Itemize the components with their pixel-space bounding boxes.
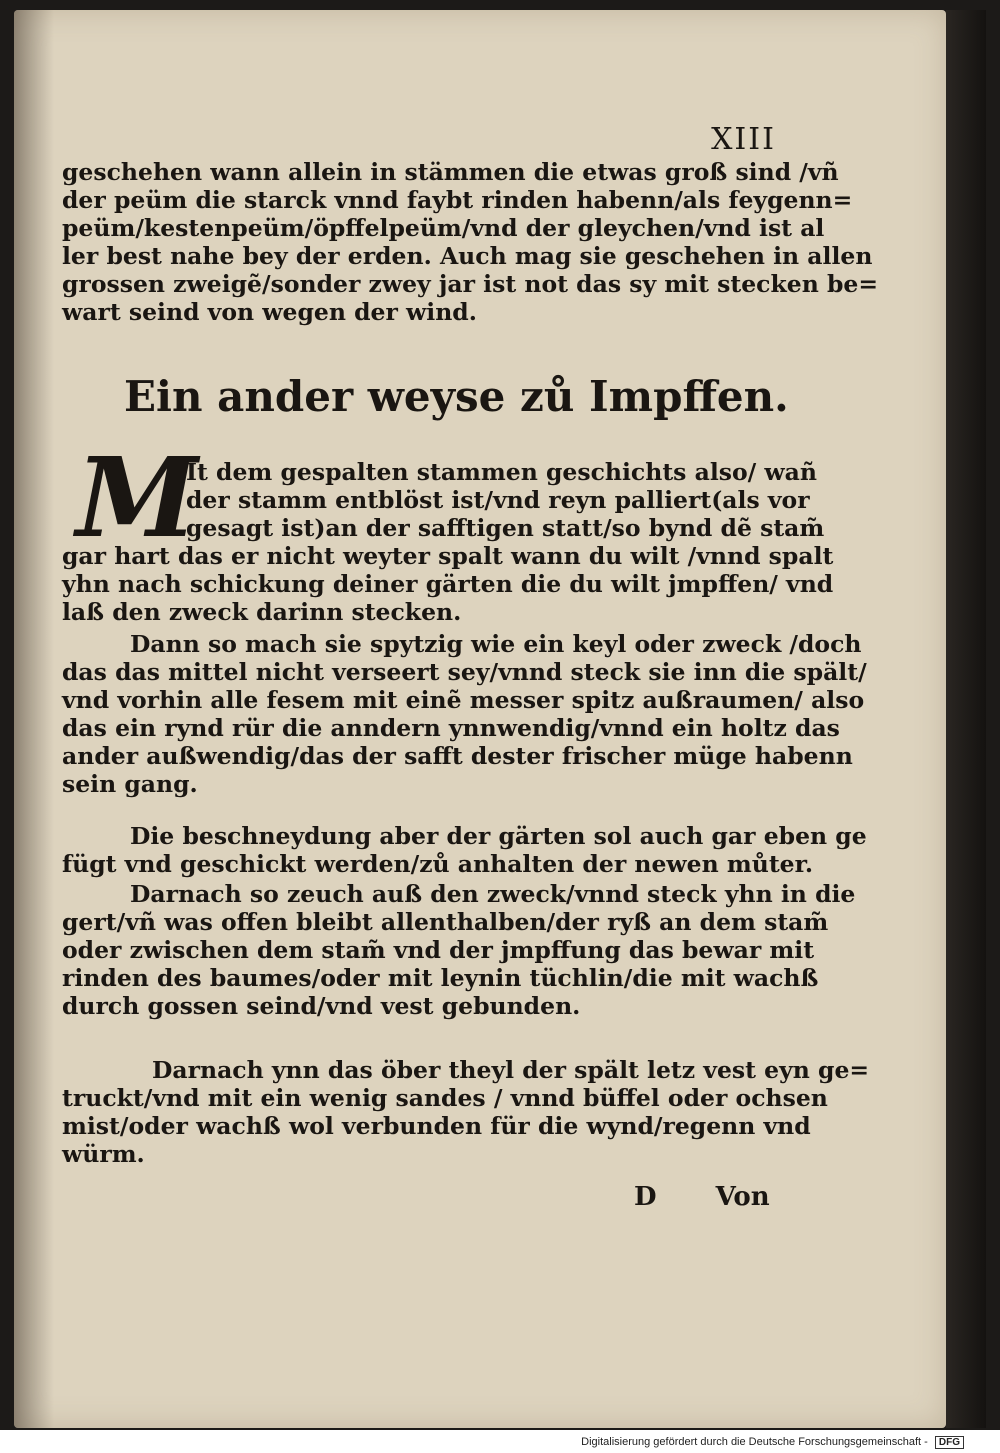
text-line: der stamm entblöst ist/vnd reyn palliert(als vor	[186, 486, 810, 514]
book-page	[14, 10, 946, 1428]
paragraph-5	[62, 880, 855, 1020]
text-line: das ein rynd rür die anndern ynnwendig/vnnd ein holtz das	[62, 714, 840, 742]
text-line: Darnach ynn das öber theyl der spält letz vest eyn ge=	[152, 1056, 870, 1084]
text-line: It dem gespalten stammen geschichts also/ wañ	[186, 458, 817, 486]
signature-mark: D	[634, 1182, 657, 1212]
paragraph-2-indented	[186, 458, 824, 542]
paragraph-1	[62, 158, 878, 326]
text-line: durch gossen seind/vnd vest gebunden.	[62, 992, 581, 1020]
text-line: würm.	[62, 1140, 145, 1168]
dfg-logo: DFG	[935, 1436, 964, 1449]
text-line: der peüm die starck vnnd faybt rinden habenn/als feygenn=	[62, 186, 853, 214]
text-line: peüm/kestenpeüm/öpffelpeüm/vnd der gleychen/vnd ist al	[62, 214, 825, 242]
text-line: sein gang.	[62, 770, 198, 798]
section-heading: Ein ander weyse zů Impffen.	[124, 372, 789, 421]
footer-text: Digitalisierung gefördert durch die Deutsche Forschungsgemeinschaft -	[581, 1436, 928, 1448]
text-line: Darnach so zeuch auß den zweck/vnnd steck yhn in die	[130, 880, 856, 908]
text-line: gesagt ist)an der safftigen statt/so bynd dẽ stam̃	[186, 514, 825, 542]
text-line: laß den zweck darinn stecken.	[62, 598, 462, 626]
text-line: yhn nach schickung deiner gärten die du wilt jmpffen/ vnd	[62, 570, 834, 598]
digitization-footer	[581, 1436, 964, 1449]
text-line: gar hart das er nicht weyter spalt wann du wilt /vnnd spalt	[62, 542, 834, 570]
text-line: gert/vñ was offen bleibt allenthalben/der ryß an dem stam̃	[62, 908, 829, 936]
spine-shadow	[14, 10, 54, 1428]
page-edge-shadow	[946, 10, 986, 1428]
text-line: Die beschneydung aber der gärten sol auch gar eben ge	[130, 822, 867, 850]
signature-and-catchword	[634, 1182, 820, 1212]
text-line: rinden des baumes/oder mit leynin tüchlin/die mit wachß	[62, 964, 819, 992]
decorated-initial: M	[76, 433, 198, 562]
text-line: wart seind von wegen der wind.	[62, 298, 477, 326]
text-line: vnd vorhin alle fesem mit einẽ messer spitz außraumen/ also	[62, 686, 865, 714]
text-line: ler best nahe bey der erden. Auch mag sie geschehen in allen	[62, 242, 873, 270]
folio-number: XIII	[711, 122, 776, 157]
text-line: oder zwischen dem stam̃ vnd der jmpffung das bewar mit	[62, 936, 815, 964]
text-line: mist/oder wachß wol verbunden für die wynd/regenn vnd	[62, 1112, 811, 1140]
paragraph-4	[62, 822, 867, 878]
text-line: grossen zweigẽ/sonder zwey jar ist not das sy mit stecken be=	[62, 270, 879, 298]
paragraph-3	[62, 630, 867, 798]
text-line: ander außwendig/das der safft dester frischer müge habenn	[62, 742, 853, 770]
text-line: das das mittel nicht verseert sey/vnnd steck sie inn die spält/	[62, 658, 867, 686]
text-line: fügt vnd geschickt werden/zů anhalten der newen můter.	[62, 850, 814, 878]
text-line: Dann so mach sie spytzig wie ein keyl oder zweck /doch	[130, 630, 862, 658]
catchword: Von	[715, 1182, 770, 1212]
paragraph-2-continued	[62, 542, 833, 626]
text-line: truckt/vnd mit ein wenig sandes / vnnd büffel oder ochsen	[62, 1084, 828, 1112]
text-line: geschehen wann allein in stämmen die etwas groß sind /vñ	[62, 158, 839, 186]
paragraph-6	[62, 1056, 869, 1168]
